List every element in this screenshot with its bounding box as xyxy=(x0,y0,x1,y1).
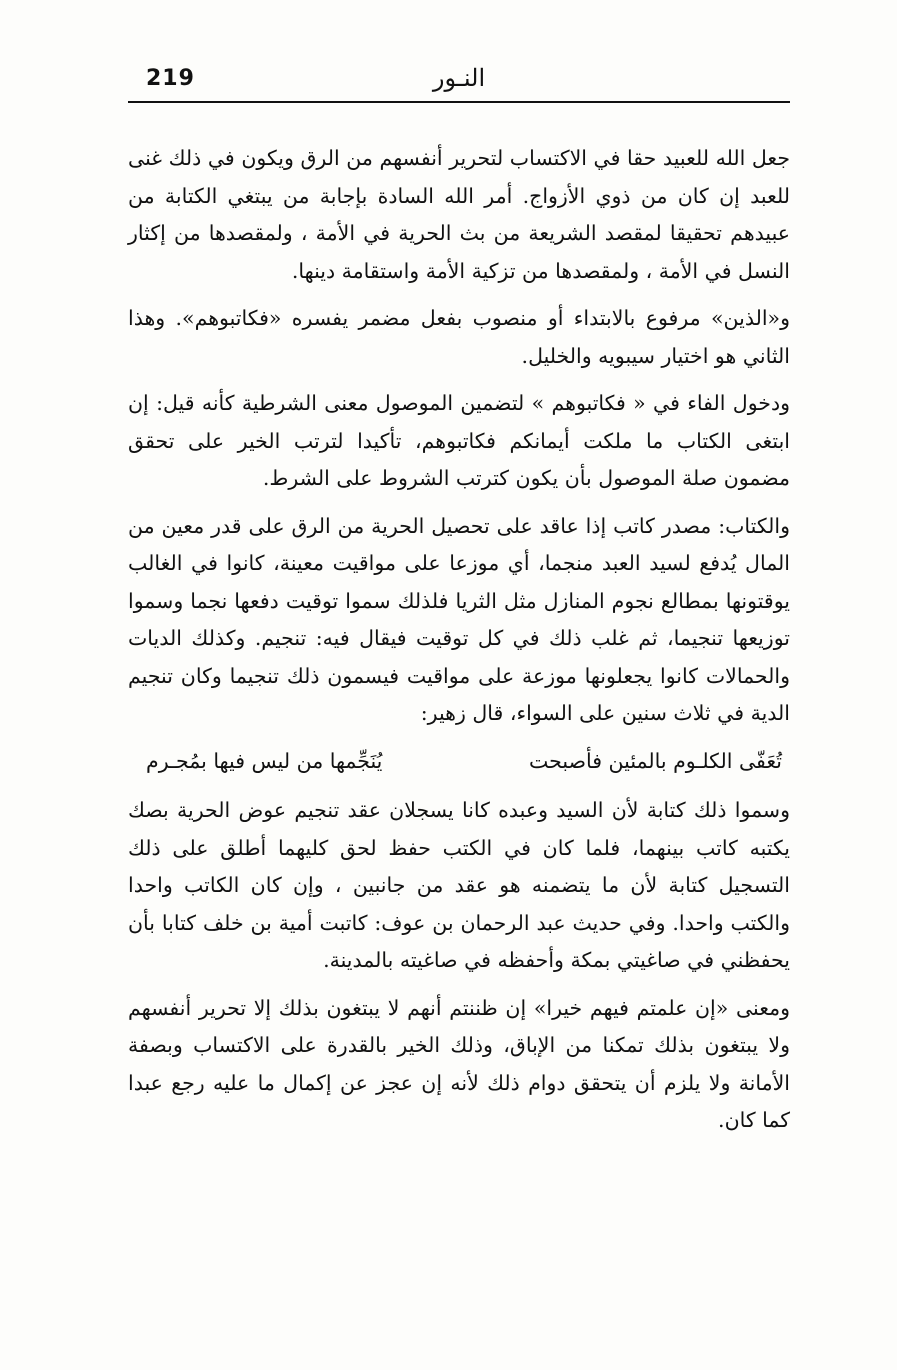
page-header xyxy=(128,62,790,100)
running-title: النـور xyxy=(432,64,486,92)
verse-right-hemistich: تُعَفّى الكلـوم بالمئين فأصبحت xyxy=(529,748,782,773)
paragraph-khayr-meaning: ومعنى «إن علمتم فيهم خيرا» إن ظننتم أنهم لا يبتغون بذلك إلا تحرير أنفسهم ولا يبتغون بذلك تمكنا من الإباق، وذلك الخير بالقدرة على الاكتساب وبصفة الأمانة ولا يلزم أن يتحقق دوام ذلك لأنه إن عجز عن إكمال ما عليه رجع عبدا كما كان. xyxy=(128,995,790,1132)
paragraph-alladhina-grammar: و«الذين» مرفوع بالابتداء أو منصوب بفعل مضمر يفسره «فكاتبوهم». وهذا الثاني هو اختيار سيبويه والخليل. xyxy=(128,306,790,368)
body-text xyxy=(128,140,790,1150)
paragraph-kitab-definition: والكتاب: مصدر كاتب إذا عاقد على تحصيل الحرية من الرق على قدر معين من المال يُدفع لسيد العبد منجما، أي موزعا على مواقيت معينة، كانوا في الغالب يوقتونها بمطالع نجوم المنازل مثل الثريا فلذلك سموا توقيت دفعها نجما وسموا توزيعها تنجيما، ثم غلب ذلك في كل توقيت فيقال فيه: تنجيم. وكذلك الديات والحمالات كانوا يجعلونها موزعة على مواقيت فيسمون ذلك تنجيما وكان تنجيم الدية في ثلاث سنين على السواء، قال زهير: xyxy=(128,513,790,725)
header-rule xyxy=(128,101,790,103)
paragraph-kitaba-naming: وسموا ذلك كتابة لأن السيد وعبده كانا يسجلان عقد تنجيم عوض الحرية بصك يكتبه كاتب بينهما، فلما كان في الكتب حفظ لحق كليهما أطلق على ذلك التسجيل كتابة لأن ما يتضمنه هو عقد من جانبين ، وإن كان الكاتب واحدا والكتب واحدا. وفي حديث عبد الرحمان بن عوف: كاتبت أمية بن خلف كتابا بأن يحفظني في صاغيتي بمكة وأحفظه في صاغيته بالمدينة. xyxy=(128,798,790,972)
verse-left-hemistich: يُنَجِّمها من ليس فيها بمُجـرم xyxy=(146,748,383,773)
paragraph-fa-conditional: ودخول الفاء في « فكاتبوهم » لتضمين الموصول معنى الشرطية كأنه قيل: إن ابتغى الكتاب ما ملكت أيمانكم فكاتبوهم، تأكيدا لترتب الخير على تحقق مضمون صلة الموصول بأن يكون كترتب الشروط على الشرط. xyxy=(128,391,790,490)
paragraph-kitaba-right: جعل الله للعبيد حقا في الاكتساب لتحرير أنفسهم من الرق ويكون في ذلك غنى للعبد إن كان من ذوي الأزواج. أمر الله السادة بإجابة من يبتغي الكتابة من عبيدهم تحقيقا لمقصد الشريعة من بث الحرية في الأمة ، ولمقصدها من إكثار النسل في الأمة ، ولمقصدها من تزكية الأمة واستقامة دينها. xyxy=(128,146,790,283)
page-number: 219 xyxy=(146,66,195,91)
poetry-verse xyxy=(128,743,790,781)
